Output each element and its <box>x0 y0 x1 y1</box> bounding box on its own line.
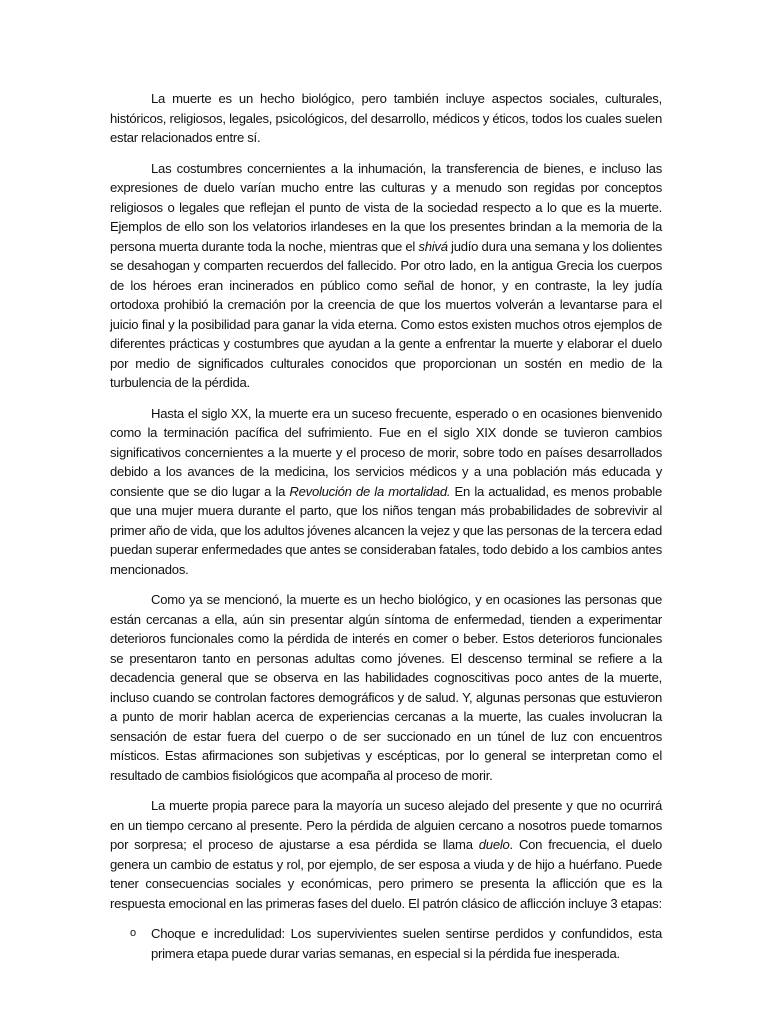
paragraph-5-italic-term: duelo <box>478 837 510 852</box>
paragraph-3 <box>110 404 662 580</box>
list-item-text: Choque e incredulidad: Los supervivientes suelen sentirse perdidos y confundidos, esta primera etapa puede durar varias semanas, en especial si la pérdida fue inesperada. <box>151 926 662 961</box>
paragraph-1 <box>110 89 662 148</box>
paragraph-3-italic-term: Revolución de la mortalidad. <box>289 483 451 499</box>
paragraph-4 <box>110 590 662 785</box>
paragraph-2 <box>110 159 662 393</box>
paragraph-5-text-b: . Con frecuencia, el duelo genera un cambio de estatus y rol, por ejemplo, de ser esposa a viuda y de hijo a huérfano. Puede tener consecuencias sociales y económicas, pero primero se presenta la aflicción que es la respuesta emocional en las primeras fases del duelo. El patrón clásico de aflicción incluye 3 etapas: <box>110 837 663 911</box>
paragraph-2-italic-term: shivá <box>418 238 448 254</box>
paragraph-5-text-a: La muerte propia parece para la mayoría un suceso alejado del presente y que no ocurrirá en un tiempo cercano al presente. Pero la pérdida de alguien cercano a nosotros puede tomarnos por sorpresa; el proceso de ajustarse a esa pérdida se llama <box>110 798 662 852</box>
paragraph-1-text: La muerte es un hecho biológico, pero también incluye aspectos sociales, culturales, históricos, religiosos, legales, psicológicos, del desarrollo, médicos y éticos, todos los cuales suelen estar relacionados entre sí. <box>110 91 662 145</box>
list-item <box>110 924 662 963</box>
paragraph-2-text-b: judío dura una semana y los dolientes se desahogan y comparten recuerdos del fallecido. Por otro lado, en la antigua Grecia los cuerpos de los héroes eran incinerados en público como señal de honor, y en contraste, la ley judía ortodoxa prohibió la cremación por la creencia de que los muertos volverán a levantarse para el juicio final y la posibilidad para ganar la vida eterna. Como estos existen muchos otros ejemplos de diferentes prácticas y costumbres que ayudan a la gente a enfrentar la muerte y elaborar el duelo por medio de significados culturales conocidos que proporcionan un sostén en medio de la turbulencia de la pérdida. <box>110 238 662 390</box>
paragraph-5 <box>110 796 662 913</box>
stages-list <box>110 924 662 963</box>
bullet-marker: o <box>130 927 136 939</box>
paragraph-3-text-a: Hasta el siglo XX, la muerte era un suceso frecuente, esperado o en ocasiones bienvenido como la terminación pacífica del sufrimiento. Fue en el siglo XIX donde se tuvieron cambios significativos concernientes a la muerte y el proceso de morir, sobre todo en países desarrollados debido a los avances de la medicina, los servicios médicos y a una población más educada y consiente que se dio lugar a la <box>110 405 662 499</box>
paragraph-2-text-a: Las costumbres concernientes a la inhumación, la transferencia de bienes, e incluso las expresiones de duelo varían mucho entre las culturas y a menudo son regidas por conceptos religiosos o legales que reflejan el punto de vista de la sociedad respecto a lo que es la muerte. Ejemplos de ello son los velatorios irlandeses en la que los presentes brindan a la memoria de la persona muerta durante toda la noche, mientras que el <box>110 160 662 254</box>
document-body <box>110 89 662 963</box>
paragraph-3-text-b: En la actualidad, es menos probable que una mujer muera durante el parto, que los niños tengan más probabilidades de sobrevivir al primer año de vida, que los adultos jóvenes alcancen la vejez y que las personas de la tercera edad puedan superar enfermedades que antes se consideraban fatales, todo debido a los cambios antes mencionados. <box>110 483 662 577</box>
paragraph-4-text: Como ya se mencionó, la muerte es un hecho biológico, y en ocasiones las personas que están cercanas a ella, aún sin presentar algún síntoma de enfermedad, tienden a experimentar deterioros funcionales como la pérdida de interés en comer o beber. Estos deterioros funcionales se presentaron tanto en personas adultas como jóvenes. El descenso terminal se refiere a la decadencia general que se observa en las habilidades cognoscitivas poco antes de la muerte, incluso cuando se controlan factores demográficos y de salud. Y, algunas personas que estuvieron a punto de morir hablan acerca de experiencias cercanas a la muerte, las cuales involucran la sensación de estar fuera del cuerpo o de ser succionado en un túnel de luz con encuentros místicos. Estas afirmaciones son subjetivas y escépticas, por lo general se interpretan como el resultado de cambios fisiológicos que acompaña al proceso de morir. <box>110 592 662 783</box>
